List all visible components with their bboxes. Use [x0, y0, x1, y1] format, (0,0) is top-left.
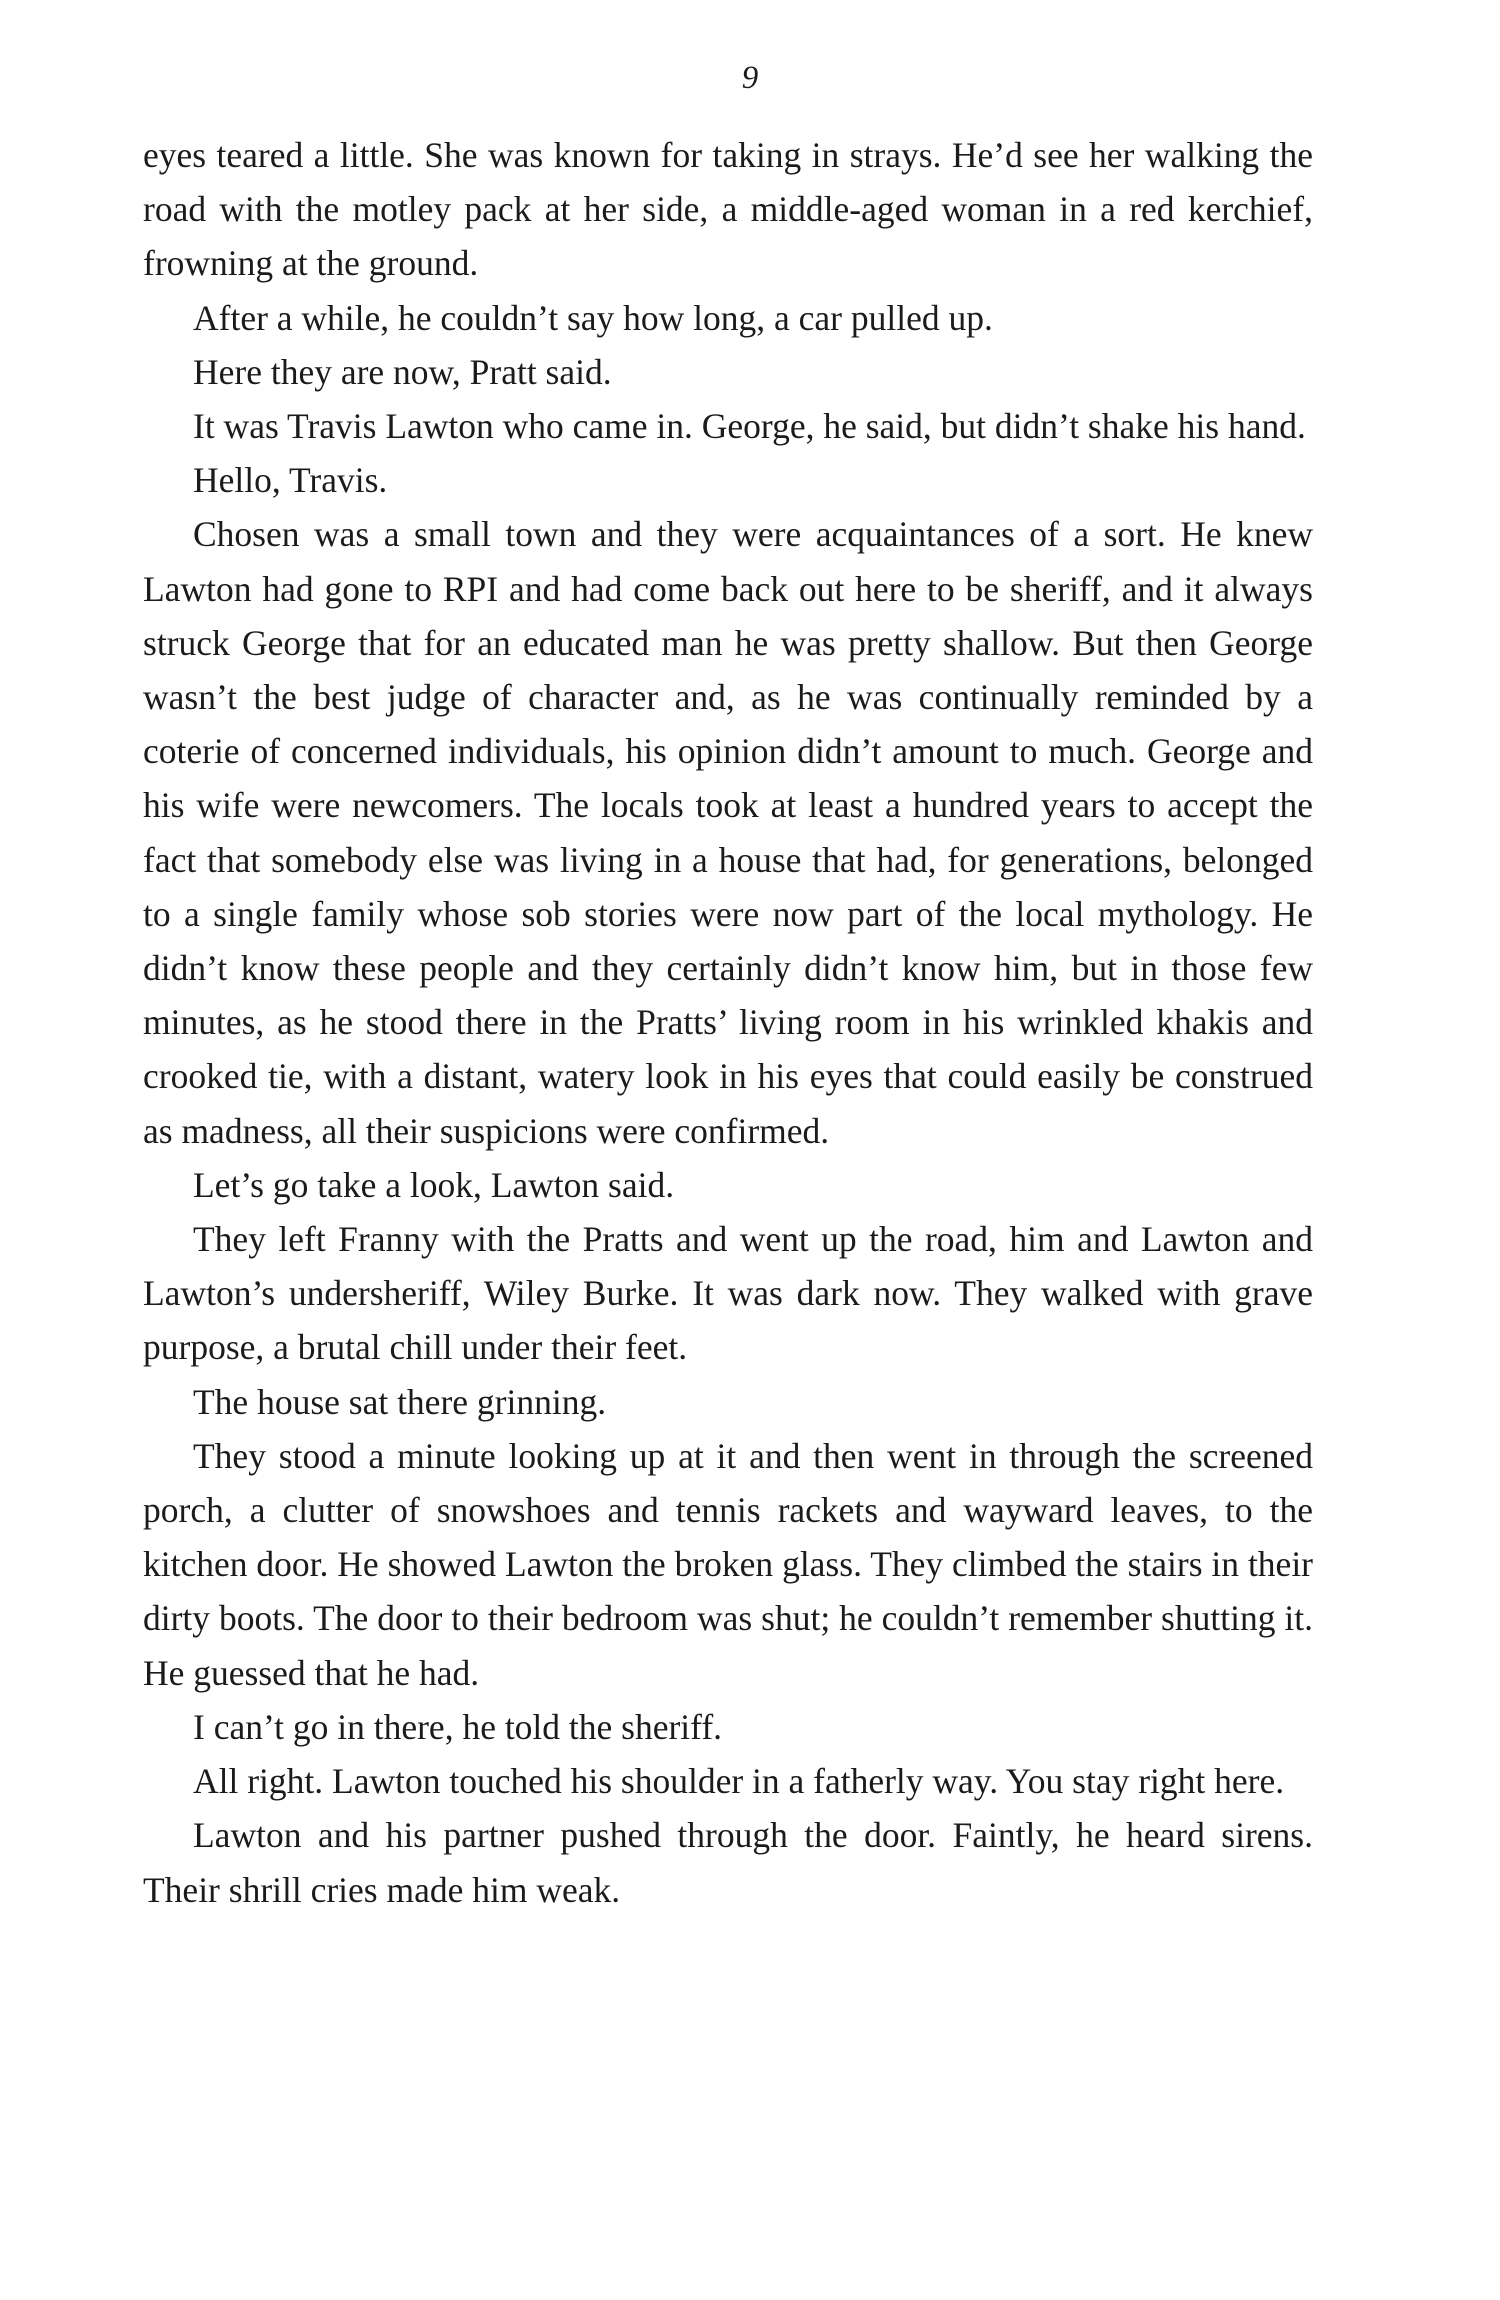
paragraph: Hello, Travis. [193, 460, 388, 501]
paragraph: It was Travis Lawton who came in. George, he said, but didn’t shake his hand. [193, 406, 1306, 447]
paragraph: Let’s go take a look, Lawton said. [193, 1164, 675, 1205]
paragraph: I can’t go in there, he told the sheriff. [193, 1706, 723, 1747]
paragraph: They left Franny with the Pratts and went up the road, him and Lawton and Lawton’s undersheriff, Wiley Burke. It was dark now. They walked with grave purpose, a brutal chill under their feet. [143, 1219, 1313, 1368]
body-text [143, 128, 1313, 1917]
paragraph: The house sat there grinning. [193, 1381, 607, 1422]
page-number: 9 [741, 60, 759, 96]
paragraph: All right. Lawton touched his shoulder in a fatherly way. You stay right here. [193, 1761, 1285, 1802]
paragraph: Chosen was a small town and they were acquaintances of a sort. He knew Lawton had gone to RPI and had come back out here to be sheriff, and it always struck George that for an educated man he was pretty shallow. But then George wasn’t the best judge of character and, as he was continually reminded by a coterie of concerned individuals, his opinion didn’t amount to much. George and his wife were newcomers. The locals took at least a hundred years to accept the fact that somebody else was living in a house that had, for generations, belonged to a single family whose sob stories were now part of the local mythology. He didn’t know these people and they certainly didn’t know him, but in those few minutes, as he stood there in the Pratts’ living room in his wrinkled khakis and crooked tie, with a distant, watery look in his eyes that could easily be construed as madness, all their suspicions were confirmed. [143, 514, 1313, 1151]
paragraph: Lawton and his partner pushed through the door. Faintly, he heard sirens. Their shrill cries made him weak. [143, 1815, 1313, 1910]
paragraph: Here they are now, Pratt said. [193, 351, 612, 392]
paragraph: They stood a minute looking up at it and then went in through the screened porch, a clutter of snowshoes and tennis rackets and wayward leaves, to the kitchen door. He showed Lawton the broken glass. They climbed the stairs in their dirty boots. The door to their bedroom was shut; he couldn’t remember shutting it. He guessed that he had. [143, 1435, 1313, 1693]
paragraph-continued: eyes teared a little. She was known for taking in strays. He’d see her walking the road with the motley pack at her side, a middle-aged woman in a red kerchief, frowning at the ground. [143, 135, 1313, 284]
paragraph: After a while, he couldn’t say how long, a car pulled up. [193, 297, 993, 338]
